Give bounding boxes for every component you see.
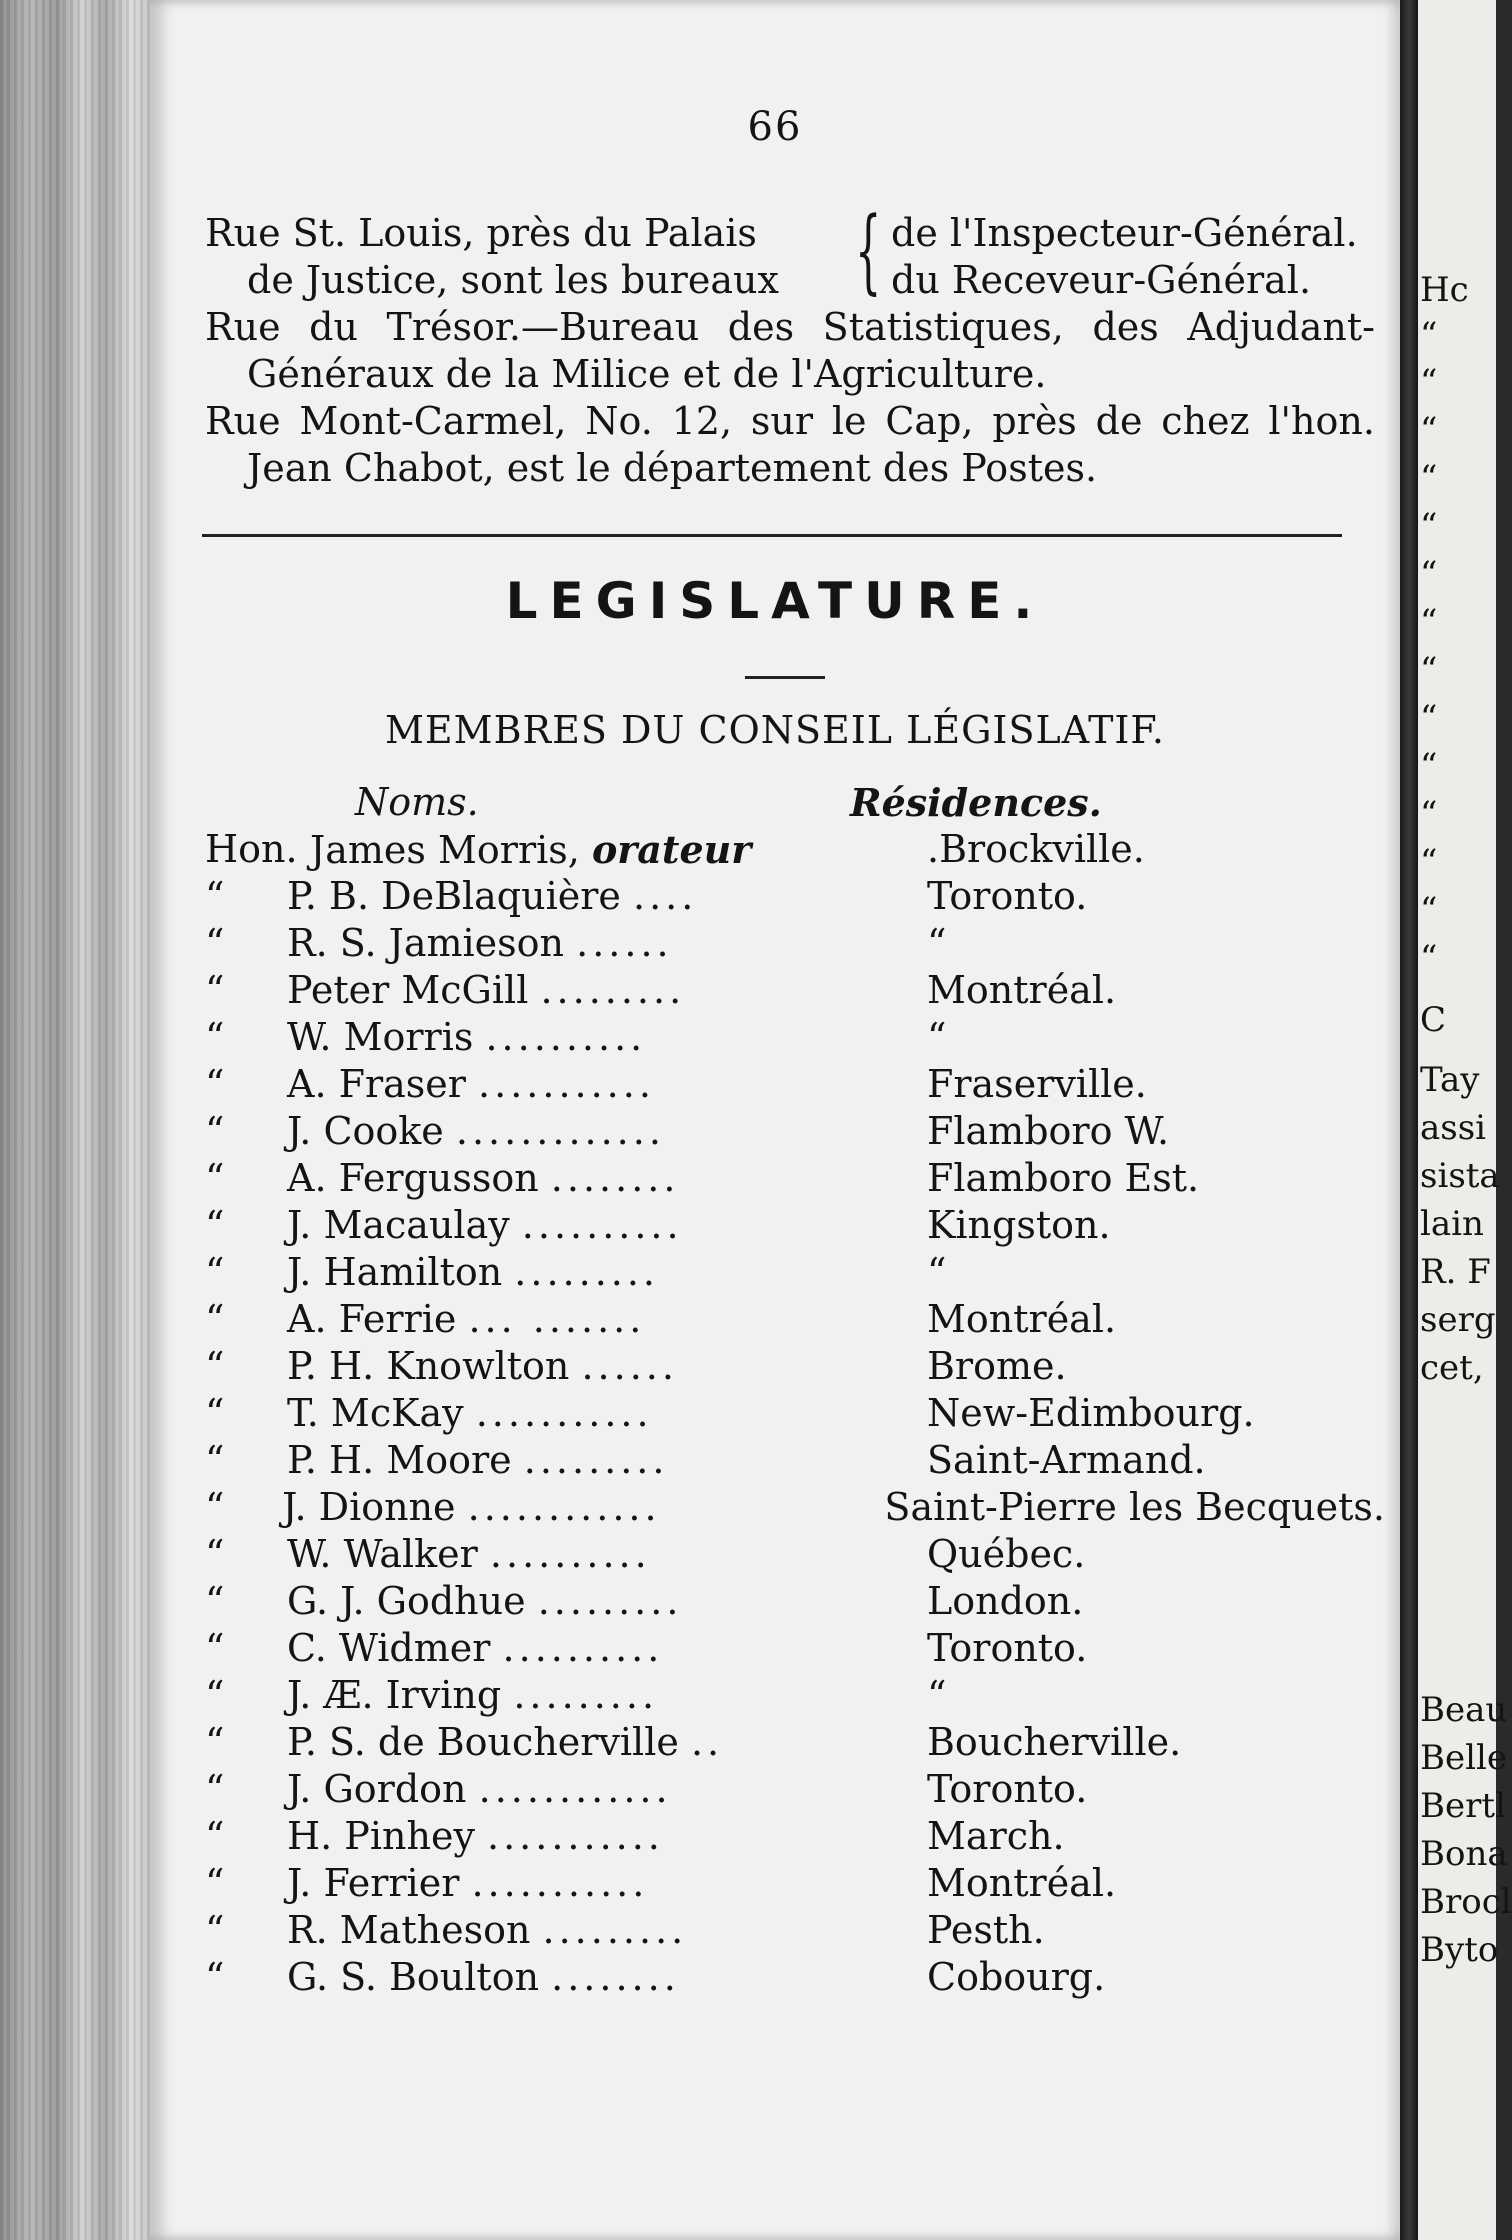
member-prefix: Hon. — [205, 827, 298, 871]
member-prefix: “ — [205, 1673, 225, 1717]
intro-line: Rue St. Louis, près du Palais — [205, 211, 757, 255]
member-name — [287, 1719, 927, 1766]
member-row — [205, 1014, 1385, 1061]
adjacent-page-text: serg — [1420, 1300, 1496, 1340]
leader-dots: .......... — [489, 1532, 651, 1576]
adjacent-page-text: Brocl — [1420, 1882, 1512, 1922]
adjacent-page-text: sista — [1420, 1156, 1500, 1196]
adjacent-page-text: “ — [1420, 698, 1438, 738]
member-row — [205, 1484, 1385, 1531]
member-name-text: W. Walker — [287, 1532, 478, 1576]
member-prefix: “ — [205, 1391, 225, 1435]
member-name — [287, 967, 927, 1014]
leader-dots: ... ....... — [468, 1297, 646, 1341]
member-prefix: “ — [205, 1250, 225, 1294]
adjacent-page-text: C — [1420, 1000, 1447, 1040]
member-name — [287, 1437, 927, 1484]
adjacent-page-text: assi — [1420, 1108, 1487, 1148]
member-row — [205, 1390, 1385, 1437]
member-name-text: R. S. Jamieson — [287, 921, 565, 965]
adjacent-page-text: Byto — [1420, 1930, 1499, 1970]
member-name-text: A. Fergusson — [287, 1156, 539, 1200]
member-title: orateur — [591, 827, 752, 872]
member-prefix: “ — [205, 1861, 225, 1905]
member-prefix: “ — [205, 1485, 225, 1529]
member-prefix: “ — [205, 1297, 225, 1341]
member-name-text: J. Gordon — [287, 1767, 467, 1811]
member-residence: Fraserville. — [927, 1062, 1147, 1106]
leader-dots: ........... — [471, 1861, 649, 1905]
member-row — [205, 1860, 1385, 1907]
adjacent-page-text: “ — [1420, 410, 1438, 450]
member-name — [287, 1249, 927, 1296]
member-residence: “ — [927, 1250, 947, 1294]
member-name — [287, 1766, 927, 1813]
adjacent-page-text: Tay — [1420, 1060, 1480, 1100]
member-name — [287, 1625, 927, 1672]
page-number: 66 — [747, 104, 803, 150]
member-name-text: G. J. Godhue — [287, 1579, 526, 1623]
member-name — [287, 1954, 927, 2001]
intro-line: Généraux de la Milice et de l'Agriculture. — [247, 352, 1047, 396]
member-name-text: T. McKay — [287, 1391, 464, 1435]
adjacent-page-text: lain — [1420, 1204, 1484, 1244]
adjacent-page-text: Hc — [1420, 270, 1469, 310]
member-prefix: “ — [205, 1156, 225, 1200]
leader-dots: .... — [633, 874, 698, 918]
member-prefix: “ — [205, 1062, 225, 1106]
leader-dots: ............ — [478, 1767, 672, 1811]
brace-icon: { — [855, 197, 882, 304]
member-prefix: “ — [205, 1532, 225, 1576]
member-row — [205, 1343, 1385, 1390]
member-name — [310, 826, 927, 873]
intro-line: de Justice, sont les bureaux — [247, 258, 779, 302]
leader-dots: .......... — [521, 1203, 683, 1247]
member-row — [205, 826, 1385, 873]
member-name — [287, 1202, 927, 1249]
member-row — [205, 1578, 1385, 1625]
leader-dots: .......... — [502, 1626, 664, 1670]
member-row — [205, 1531, 1385, 1578]
leader-dots: ........... — [478, 1062, 655, 1106]
member-name-text: Peter McGill — [287, 968, 529, 1012]
member-name — [282, 1484, 884, 1531]
member-row — [205, 1296, 1385, 1343]
member-residence: Cobourg. — [927, 1955, 1106, 1999]
section-subheading: MEMBRES DU CONSEIL LÉGISLATIF. — [385, 708, 1165, 752]
adjacent-page-text: “ — [1420, 794, 1438, 834]
member-residence: London. — [927, 1579, 1084, 1623]
member-residence: “ — [927, 1015, 947, 1059]
member-row — [205, 967, 1385, 1014]
member-row — [205, 1108, 1385, 1155]
member-row — [205, 1625, 1385, 1672]
member-name-text: R. Matheson — [287, 1908, 531, 1952]
adjacent-page-edge — [1418, 0, 1512, 2240]
leader-dots: ......... — [513, 1673, 659, 1717]
member-row — [205, 1719, 1385, 1766]
member-name — [287, 1061, 927, 1108]
brace-block — [205, 197, 1375, 304]
member-residence: Toronto. — [927, 1626, 1088, 1670]
member-residence: Boucherville. — [927, 1720, 1182, 1764]
adjacent-page-text: “ — [1420, 554, 1438, 594]
adjacent-page-text: Beau — [1420, 1690, 1508, 1730]
member-name — [287, 1578, 927, 1625]
adjacent-page-text: “ — [1420, 458, 1438, 498]
member-name — [287, 1531, 927, 1578]
member-residence: Montréal. — [927, 1297, 1117, 1341]
member-prefix: “ — [205, 1203, 225, 1247]
adjacent-page-text: “ — [1420, 650, 1438, 690]
member-name-text: P. H. Moore — [287, 1438, 512, 1482]
section-divider — [202, 534, 1342, 537]
adjacent-page-text: “ — [1420, 362, 1438, 402]
member-prefix: “ — [205, 1579, 225, 1623]
member-name-text: G. S. Boulton — [287, 1955, 540, 1999]
member-residence: Flamboro Est. — [927, 1156, 1200, 1200]
member-name-text: H. Pinhey — [287, 1814, 475, 1858]
intro-line-justified: Rue du Trésor.—Bureau des Statistiques, des Adjudant- — [205, 305, 1375, 349]
member-row — [205, 1202, 1385, 1249]
adjacent-page-text: Bertl — [1420, 1786, 1506, 1826]
member-prefix: “ — [205, 1344, 225, 1388]
member-prefix: “ — [205, 1767, 225, 1811]
intro-line: Jean Chabot, est le département des Postes. — [247, 446, 1098, 490]
member-residence: Toronto. — [927, 874, 1088, 918]
adjacent-page-text: “ — [1420, 890, 1438, 930]
leader-dots: ........... — [487, 1814, 664, 1858]
member-name — [287, 1813, 927, 1860]
member-row — [205, 1155, 1385, 1202]
member-row — [205, 1437, 1385, 1484]
member-prefix: “ — [205, 1720, 225, 1764]
member-row — [205, 920, 1385, 967]
adjacent-page-text: R. F — [1420, 1252, 1491, 1292]
member-name-text: J. Macaulay — [287, 1203, 510, 1247]
member-prefix: “ — [205, 1814, 225, 1858]
member-row — [205, 1061, 1385, 1108]
page-gutter — [1400, 0, 1418, 2240]
member-name-text: W. Morris — [287, 1015, 474, 1059]
leader-dots: ......... — [542, 1908, 688, 1952]
member-prefix: “ — [205, 1438, 225, 1482]
member-residence: Flamboro W. — [927, 1109, 1170, 1153]
member-name-text: P. S. de Boucherville — [287, 1720, 679, 1764]
leader-dots: ......... — [514, 1250, 660, 1294]
member-name — [287, 1014, 927, 1061]
intro-line: de l'Inspecteur-Général. — [891, 211, 1358, 255]
member-row — [205, 1907, 1385, 1954]
adjacent-page-text: cet, — [1420, 1348, 1484, 1388]
member-name-text: A. Fraser — [287, 1062, 466, 1106]
member-residence: Pesth. — [927, 1908, 1045, 1952]
member-name-text: C. Widmer — [287, 1626, 491, 1670]
member-prefix: “ — [205, 1015, 225, 1059]
heading-divider — [745, 676, 825, 679]
leader-dots: ........... — [475, 1391, 653, 1435]
member-prefix: “ — [205, 1955, 225, 1999]
member-name-text: P. H. Knowlton — [287, 1344, 570, 1388]
member-row — [205, 1813, 1385, 1860]
member-name — [287, 1672, 927, 1719]
member-residence: March. — [927, 1814, 1065, 1858]
member-prefix: “ — [205, 1626, 225, 1670]
section-heading: LEGISLATURE. — [505, 572, 1045, 630]
member-prefix: “ — [205, 921, 225, 965]
member-name-text: J. Dionne — [282, 1485, 456, 1529]
adjacent-page-text: “ — [1420, 602, 1438, 642]
member-name — [287, 1860, 927, 1907]
leader-dots: .. — [690, 1720, 724, 1764]
member-row — [205, 1954, 1385, 2001]
leader-dots: ......... — [537, 1579, 683, 1623]
member-prefix: “ — [205, 874, 225, 918]
member-name-text: P. B. DeBlaquière — [287, 874, 621, 918]
member-row — [205, 1249, 1385, 1296]
member-name — [287, 1155, 927, 1202]
leader-dots: ...... — [576, 921, 673, 965]
member-residence: Saint-Armand. — [927, 1438, 1206, 1482]
adjacent-page-text: Belle — [1420, 1738, 1507, 1778]
adjacent-page-text: “ — [1420, 746, 1438, 786]
member-residence: Brome. — [927, 1344, 1067, 1388]
member-residence: Montréal. — [927, 968, 1117, 1012]
member-name-text: James Morris, — [310, 828, 580, 872]
member-name — [287, 873, 927, 920]
member-residence: “ — [927, 1673, 947, 1717]
member-prefix: “ — [205, 1908, 225, 1952]
column-header-residences: Résidences. — [850, 780, 1102, 825]
intro-line-justified: Rue Mont-Carmel, No. 12, sur le Cap, près de chez l'hon. — [205, 399, 1375, 443]
book-page — [150, 0, 1400, 2240]
intro-paragraph — [205, 197, 1375, 492]
member-residence: .Brockville. — [927, 827, 1145, 871]
member-name — [287, 1296, 927, 1343]
members-list — [205, 826, 1385, 2001]
member-prefix: “ — [205, 968, 225, 1012]
member-name — [287, 1343, 927, 1390]
adjacent-page-text: Bona — [1420, 1834, 1508, 1874]
member-residence: Saint-Pierre les Becquets. — [884, 1485, 1385, 1529]
intro-line: du Receveur-Général. — [891, 258, 1312, 302]
leader-dots: ...... — [581, 1344, 678, 1388]
member-residence: Montréal. — [927, 1861, 1117, 1905]
leader-dots: ......... — [523, 1438, 669, 1482]
leader-dots: ........ — [551, 1955, 680, 1999]
adjacent-page-text: “ — [1420, 506, 1438, 546]
member-name — [287, 1108, 927, 1155]
book-binding-edge — [0, 0, 150, 2240]
member-row — [205, 1766, 1385, 1813]
member-residence: “ — [927, 921, 947, 965]
adjacent-page-text: “ — [1420, 938, 1438, 978]
member-name-text: J. Ferrier — [287, 1861, 460, 1905]
member-name-text: J. Cooke — [287, 1109, 444, 1153]
member-name-text: J. Æ. Irving — [287, 1673, 502, 1717]
member-residence: Québec. — [927, 1532, 1086, 1576]
member-name-text: A. Ferrie — [287, 1297, 457, 1341]
adjacent-page-text: “ — [1420, 842, 1438, 882]
leader-dots: ......... — [540, 968, 686, 1012]
member-residence: Toronto. — [927, 1767, 1088, 1811]
member-name-text: J. Hamilton — [287, 1250, 503, 1294]
column-header-names: Noms. — [355, 780, 479, 824]
leader-dots: ........ — [550, 1156, 680, 1200]
member-name — [287, 920, 927, 967]
member-row — [205, 1672, 1385, 1719]
member-residence: Kingston. — [927, 1203, 1111, 1247]
leader-dots: .......... — [485, 1015, 647, 1059]
member-name — [287, 1907, 927, 1954]
member-row — [205, 873, 1385, 920]
adjacent-page-text: “ — [1420, 315, 1438, 355]
member-prefix: “ — [205, 1109, 225, 1153]
member-name — [287, 1390, 927, 1437]
leader-dots: ............. — [455, 1109, 665, 1153]
leader-dots: ............ — [467, 1485, 661, 1529]
member-residence: New-Edimbourg. — [927, 1391, 1255, 1435]
